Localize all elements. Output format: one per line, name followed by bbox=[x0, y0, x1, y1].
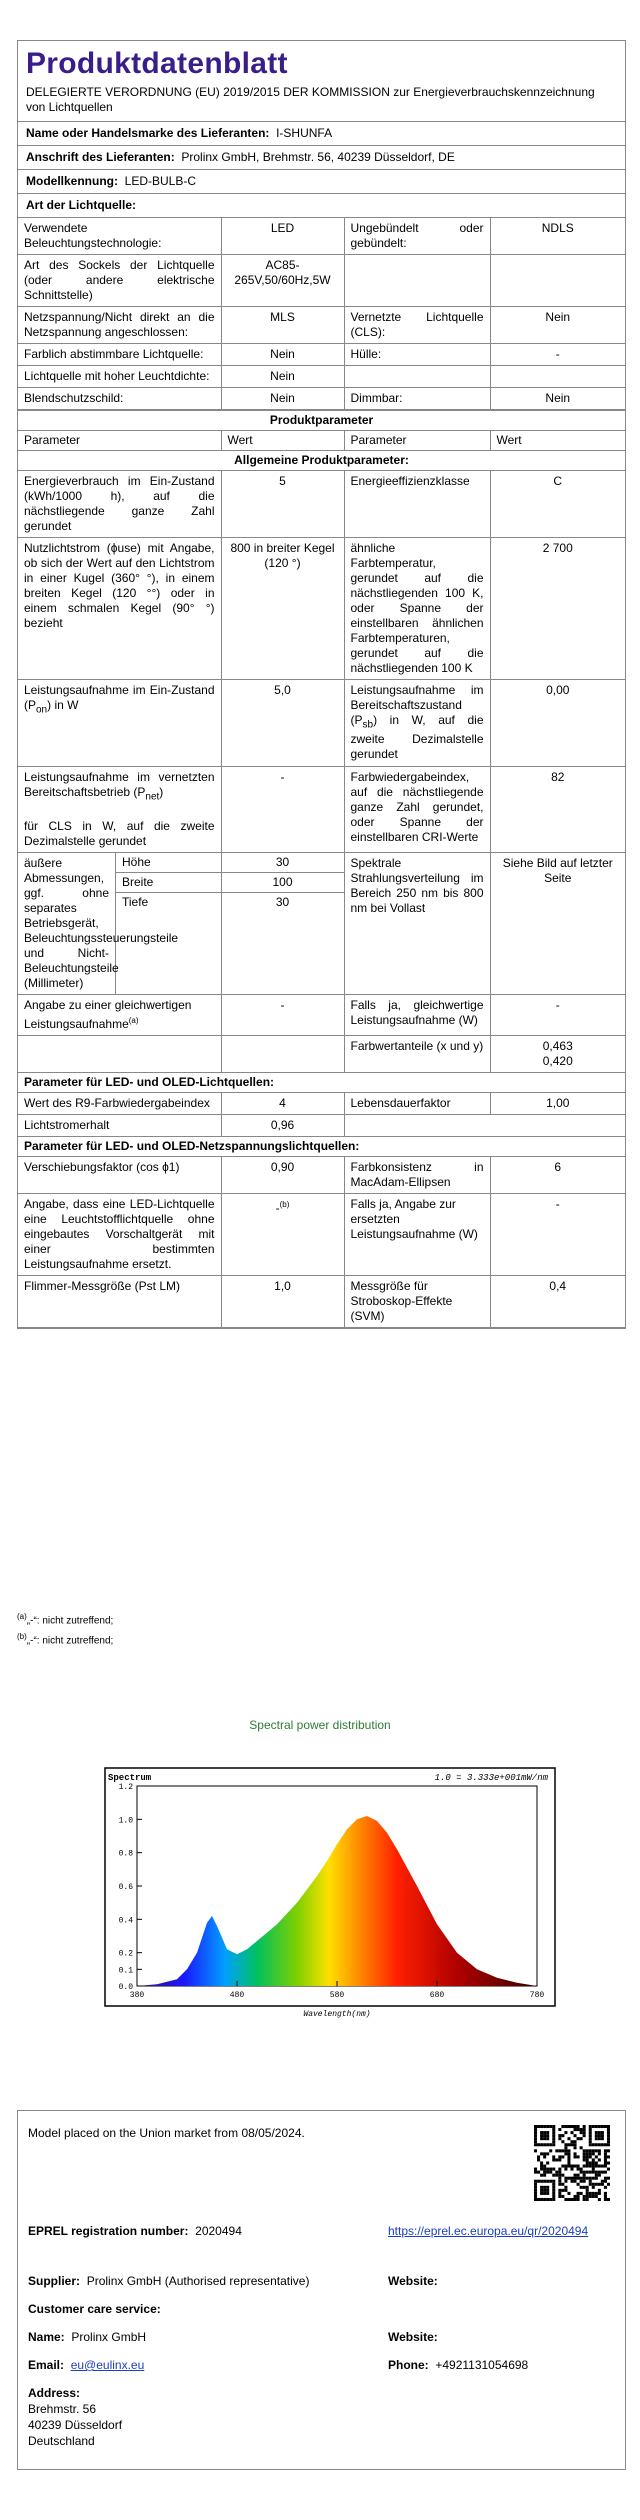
spectrum-title: Spectral power distribution bbox=[249, 1718, 391, 1732]
cri-value: 82 bbox=[490, 767, 625, 853]
x-tick-label: 780 bbox=[529, 1991, 545, 2000]
type-row bbox=[18, 344, 625, 366]
type-table bbox=[18, 217, 625, 410]
supplier-row: Supplier: Prolinx GmbH (Authorised representative) bbox=[28, 2274, 310, 2288]
general-header: Allgemeine Produktparameter: bbox=[18, 451, 625, 471]
dim-depth-value: 30 bbox=[275, 895, 290, 910]
y-tick-label: 1.2 bbox=[118, 1783, 133, 1792]
r9-label: Wert des R9-Farbwiedergabeindex bbox=[18, 1093, 221, 1115]
type-cell-v2: Nein bbox=[490, 388, 625, 410]
eprel-number: EPREL registration number: 2020494 bbox=[28, 2224, 242, 2238]
address-block: Address: Brehmstr. 56 40239 Düsseldorf Deutschland bbox=[28, 2386, 123, 2448]
pf-label: Verschiebungsfaktor (cos ϕ1) bbox=[18, 1157, 221, 1194]
y-tick-label: 0.6 bbox=[118, 1883, 133, 1892]
cct-label: ähnliche Farbtemperatur, gerundet auf die nächstliegenden 100 K, oder Spanne der einstellbaren ähnlichen Farbtemperaturen, gerundet auf die nächstliegenden 100 K bbox=[344, 538, 490, 680]
equiv-power-label: Falls ja, gleichwertige Leistungsaufnahme (W) bbox=[344, 995, 490, 1036]
trademark-row: Name oder Handelsmarke des Lieferanten: I-SHUNFA bbox=[18, 121, 625, 145]
type-cell-v2: NDLS bbox=[490, 218, 625, 255]
pon-value: 5,0 bbox=[221, 680, 344, 767]
type-row bbox=[18, 218, 625, 255]
efficiency-value: C bbox=[490, 471, 625, 538]
eprel-link[interactable]: https://eprel.ec.europa.eu/qr/2020494 bbox=[388, 2224, 589, 2238]
replace-value: -$^{(b)}$ bbox=[221, 1194, 344, 1276]
energy-value: 5 bbox=[221, 471, 344, 538]
type-row bbox=[18, 255, 625, 307]
dimensions-label: äußere Abmessungen, ggf. ohne separates Betriebsgerät, Beleuchtungssteuerungsteile und Nicht-Beleuchtungsteile (Millimeter) bbox=[18, 853, 116, 994]
y-tick-label: 0.8 bbox=[118, 1849, 133, 1859]
led-header: Parameter für LED- und OLED-Lichtquellen: bbox=[18, 1073, 625, 1093]
dim-width-label: Breite bbox=[116, 873, 221, 893]
macadam-label: Farbkonsistenz in MacAdam-Ellipsen bbox=[344, 1157, 490, 1194]
replace-power-value: - bbox=[490, 1194, 625, 1276]
equiv-power-value: - bbox=[490, 995, 625, 1036]
email-row: Email: eu@eulinx.eu bbox=[28, 2358, 145, 2372]
type-cell-v1: AC85-265V,50/60Hz,5W bbox=[221, 255, 344, 307]
type-cell-l1: Netzspannung/Nicht direkt an die Netzspannung angeschlossen: bbox=[18, 307, 221, 344]
spectral-label: Spektrale Strahlungsverteilung im Bereich 250 nm bis 800 nm bei Vollast bbox=[344, 853, 490, 995]
regulation-text: DELEGIERTE VERORDNUNG (EU) 2019/2015 DER KOMMISSION zur Energieverbrauchskennzeichnung von Lichtquellen bbox=[26, 85, 595, 114]
customer-service-label: Customer care service: bbox=[28, 2302, 161, 2316]
svm-value: 0,4 bbox=[490, 1276, 625, 1328]
pon-label: Leistungsaufnahme im Ein-Zustand $(P_{on})$ in W bbox=[18, 680, 221, 767]
x-tick-label: 680 bbox=[429, 1991, 445, 2000]
y-tick-label: 0.1 bbox=[118, 1966, 133, 1976]
chromaticity-value: 0,463 0,420 bbox=[490, 1036, 625, 1073]
type-cell-l2 bbox=[344, 366, 490, 388]
maintenance-label: Lichtstromerhalt bbox=[18, 1115, 221, 1137]
col-value-2: Wert bbox=[490, 431, 625, 451]
type-cell-v2 bbox=[490, 255, 625, 307]
type-row bbox=[18, 366, 625, 388]
address-row: Anschrift des Lieferanten: Prolinx GmbH, Brehmstr. 56, 40239 Düsseldorf, DE bbox=[18, 145, 625, 169]
dim-depth-label: Tiefe bbox=[122, 895, 149, 910]
type-cell-v1: LED bbox=[221, 218, 344, 255]
efficiency-label: Energieeffizienzklasse bbox=[344, 471, 490, 538]
psb-value: 0,00 bbox=[490, 680, 625, 767]
type-cell-v1: Nein bbox=[221, 344, 344, 366]
flicker-value: 1,0 bbox=[221, 1276, 344, 1328]
survival-label: Lebensdauerfaktor bbox=[344, 1093, 490, 1115]
type-header: Art der Lichtquelle: bbox=[18, 193, 625, 217]
type-cell-l1: Blendschutzschild: bbox=[18, 388, 221, 410]
chromaticity-label: Farbwertanteile (x und y) bbox=[344, 1036, 490, 1073]
cri-label: Farbwiedergabeindex, auf die nächstliegende ganze Zahl gerundet, oder Spanne der einstellbaren CRI-Werte bbox=[344, 767, 490, 853]
product-data-sheet bbox=[17, 40, 626, 1329]
replace-label: Angabe, dass eine LED-Lichtquelle eine Leuchtstofflichtquelle ohne eingebautes Vorschaltgerät mit einer bestimmten Leistungsaufnahme ersetzt. bbox=[18, 1194, 221, 1276]
qr-code-icon bbox=[534, 2125, 610, 2201]
service-name-row: Name: Prolinx GmbH bbox=[28, 2330, 147, 2344]
website-label-2: Website: bbox=[388, 2330, 438, 2344]
type-cell-l1: Art des Sockels der Lichtquelle (oder andere elektrische Schnittstelle) bbox=[18, 255, 221, 307]
x-tick-label: 380 bbox=[129, 1991, 145, 2000]
dim-height-value: 30 bbox=[222, 853, 344, 873]
cct-value: 2 700 bbox=[490, 538, 625, 680]
type-cell-l2: Dimmbar: bbox=[344, 388, 490, 410]
website-label: Website: bbox=[388, 2274, 438, 2288]
spectral-value: Siehe Bild auf letzter Seite bbox=[490, 853, 625, 995]
equiv-value: - bbox=[221, 995, 344, 1036]
spectrum-chart bbox=[0, 1750, 640, 2020]
col-param: Parameter bbox=[18, 431, 221, 451]
psb-label: Leistungsaufnahme im Bereitschaftszustand $(P_{sb})$ in W, auf die zweite Dezimalstelle gerundet bbox=[344, 680, 490, 767]
replace-power-label: Falls ja, Angabe zur ersetzten Leistungsaufnahme (W) bbox=[344, 1194, 490, 1276]
type-cell-v2: Nein bbox=[490, 307, 625, 344]
footnote-a: $^{(a)}$„-“: nicht zutreffend; bbox=[17, 1612, 114, 1627]
eprel-card bbox=[17, 2110, 626, 2470]
dimensions-cell bbox=[18, 853, 221, 995]
phone-row: Phone: +4921131054698 bbox=[388, 2358, 529, 2372]
type-cell-l1: Lichtquelle mit hoher Leuchtdichte: bbox=[18, 366, 221, 388]
type-cell-v2 bbox=[490, 366, 625, 388]
y-tick-label: 0.2 bbox=[118, 1949, 133, 1959]
type-cell-v1: MLS bbox=[221, 307, 344, 344]
params-table bbox=[18, 410, 625, 1328]
x-tick-label: 580 bbox=[329, 1991, 345, 2000]
type-cell-l2: Vernetzte Lichtquelle (CLS): bbox=[344, 307, 490, 344]
col-param-2: Parameter bbox=[344, 431, 490, 451]
type-cell-v1: Nein bbox=[221, 366, 344, 388]
pf-value: 0,90 bbox=[221, 1157, 344, 1194]
survival-value: 1,00 bbox=[490, 1093, 625, 1115]
equiv-label: Angabe zu einer gleichwertigen Leistungsaufnahme$^{(a)}$ bbox=[18, 995, 221, 1036]
pnet-label: Leistungsaufnahme im vernetzten Bereitschaftsbetrieb $(P_{net})$ für CLS in W, auf die zweite Dezimalstelle gerundet bbox=[18, 767, 221, 853]
chart-formula: 1.0 = 3.333e+001mW/nm bbox=[434, 1773, 548, 1783]
mls-header: Parameter für LED- und OLED-Netzspannungslichtquellen: bbox=[18, 1137, 625, 1157]
flicker-label: Flimmer-Messgröße (Pst LM) bbox=[18, 1276, 221, 1328]
email-link[interactable]: eu@eulinx.eu bbox=[70, 2358, 145, 2372]
r9-value: 4 bbox=[221, 1093, 344, 1115]
col-value: Wert bbox=[221, 431, 344, 451]
model-row: Modellkennung: LED-BULB-C bbox=[18, 169, 625, 193]
type-cell-l1: Verwendete Beleuchtungstechnologie: bbox=[18, 218, 221, 255]
dim-width-value: 100 bbox=[222, 873, 344, 893]
svm-label: Messgröße für Stroboskop-Effekte (SVM) bbox=[344, 1276, 490, 1328]
flux-label: Nutzlichtstrom (ϕuse) mit Angabe, ob sich der Wert auf den Lichtstrom in einer Kugel (360° °), in einem breiten Kegel (120 °°) oder in einem schmalen Kegel (90° °) bezieht bbox=[18, 538, 221, 680]
page-title: Produktdatenblatt bbox=[26, 47, 288, 80]
maintenance-value: 0,96 bbox=[221, 1115, 344, 1137]
market-text: Model placed on the Union market from 08/05/2024. bbox=[28, 2126, 305, 2140]
type-cell-v1: Nein bbox=[221, 388, 344, 410]
x-tick-label: 480 bbox=[229, 1991, 245, 2000]
chart-corner-label: Spectrum bbox=[108, 1773, 152, 1783]
type-row bbox=[18, 307, 625, 344]
y-tick-label: 0.4 bbox=[118, 1916, 133, 1926]
y-tick-label: 0.0 bbox=[118, 1983, 133, 1992]
flux-value: 800 in breiter Kegel (120 °) bbox=[221, 538, 344, 680]
pnet-value: - bbox=[221, 767, 344, 853]
x-axis-label: Wavelength(nm) bbox=[303, 2010, 371, 2019]
type-row bbox=[18, 388, 625, 410]
product-params-header: Produktparameter bbox=[18, 411, 625, 431]
dimensions-values bbox=[221, 853, 344, 995]
type-cell-l2: Ungebündelt oder gebündelt: bbox=[344, 218, 490, 255]
type-cell-l1: Farblich abstimmbare Lichtquelle: bbox=[18, 344, 221, 366]
type-cell-l2 bbox=[344, 255, 490, 307]
type-cell-l2: Hülle: bbox=[344, 344, 490, 366]
dim-height-label: Höhe bbox=[116, 853, 221, 873]
type-cell-v2: - bbox=[490, 344, 625, 366]
footnote-b: $^{(b)}$„-“: nicht zutreffend; bbox=[17, 1632, 114, 1647]
macadam-value: 6 bbox=[490, 1157, 625, 1194]
energy-label: Energieverbrauch im Ein-Zustand (kWh/1000 h), auf die nächstliegende ganze Zahl gerundet bbox=[18, 471, 221, 538]
y-tick-label: 1.0 bbox=[118, 1816, 133, 1826]
